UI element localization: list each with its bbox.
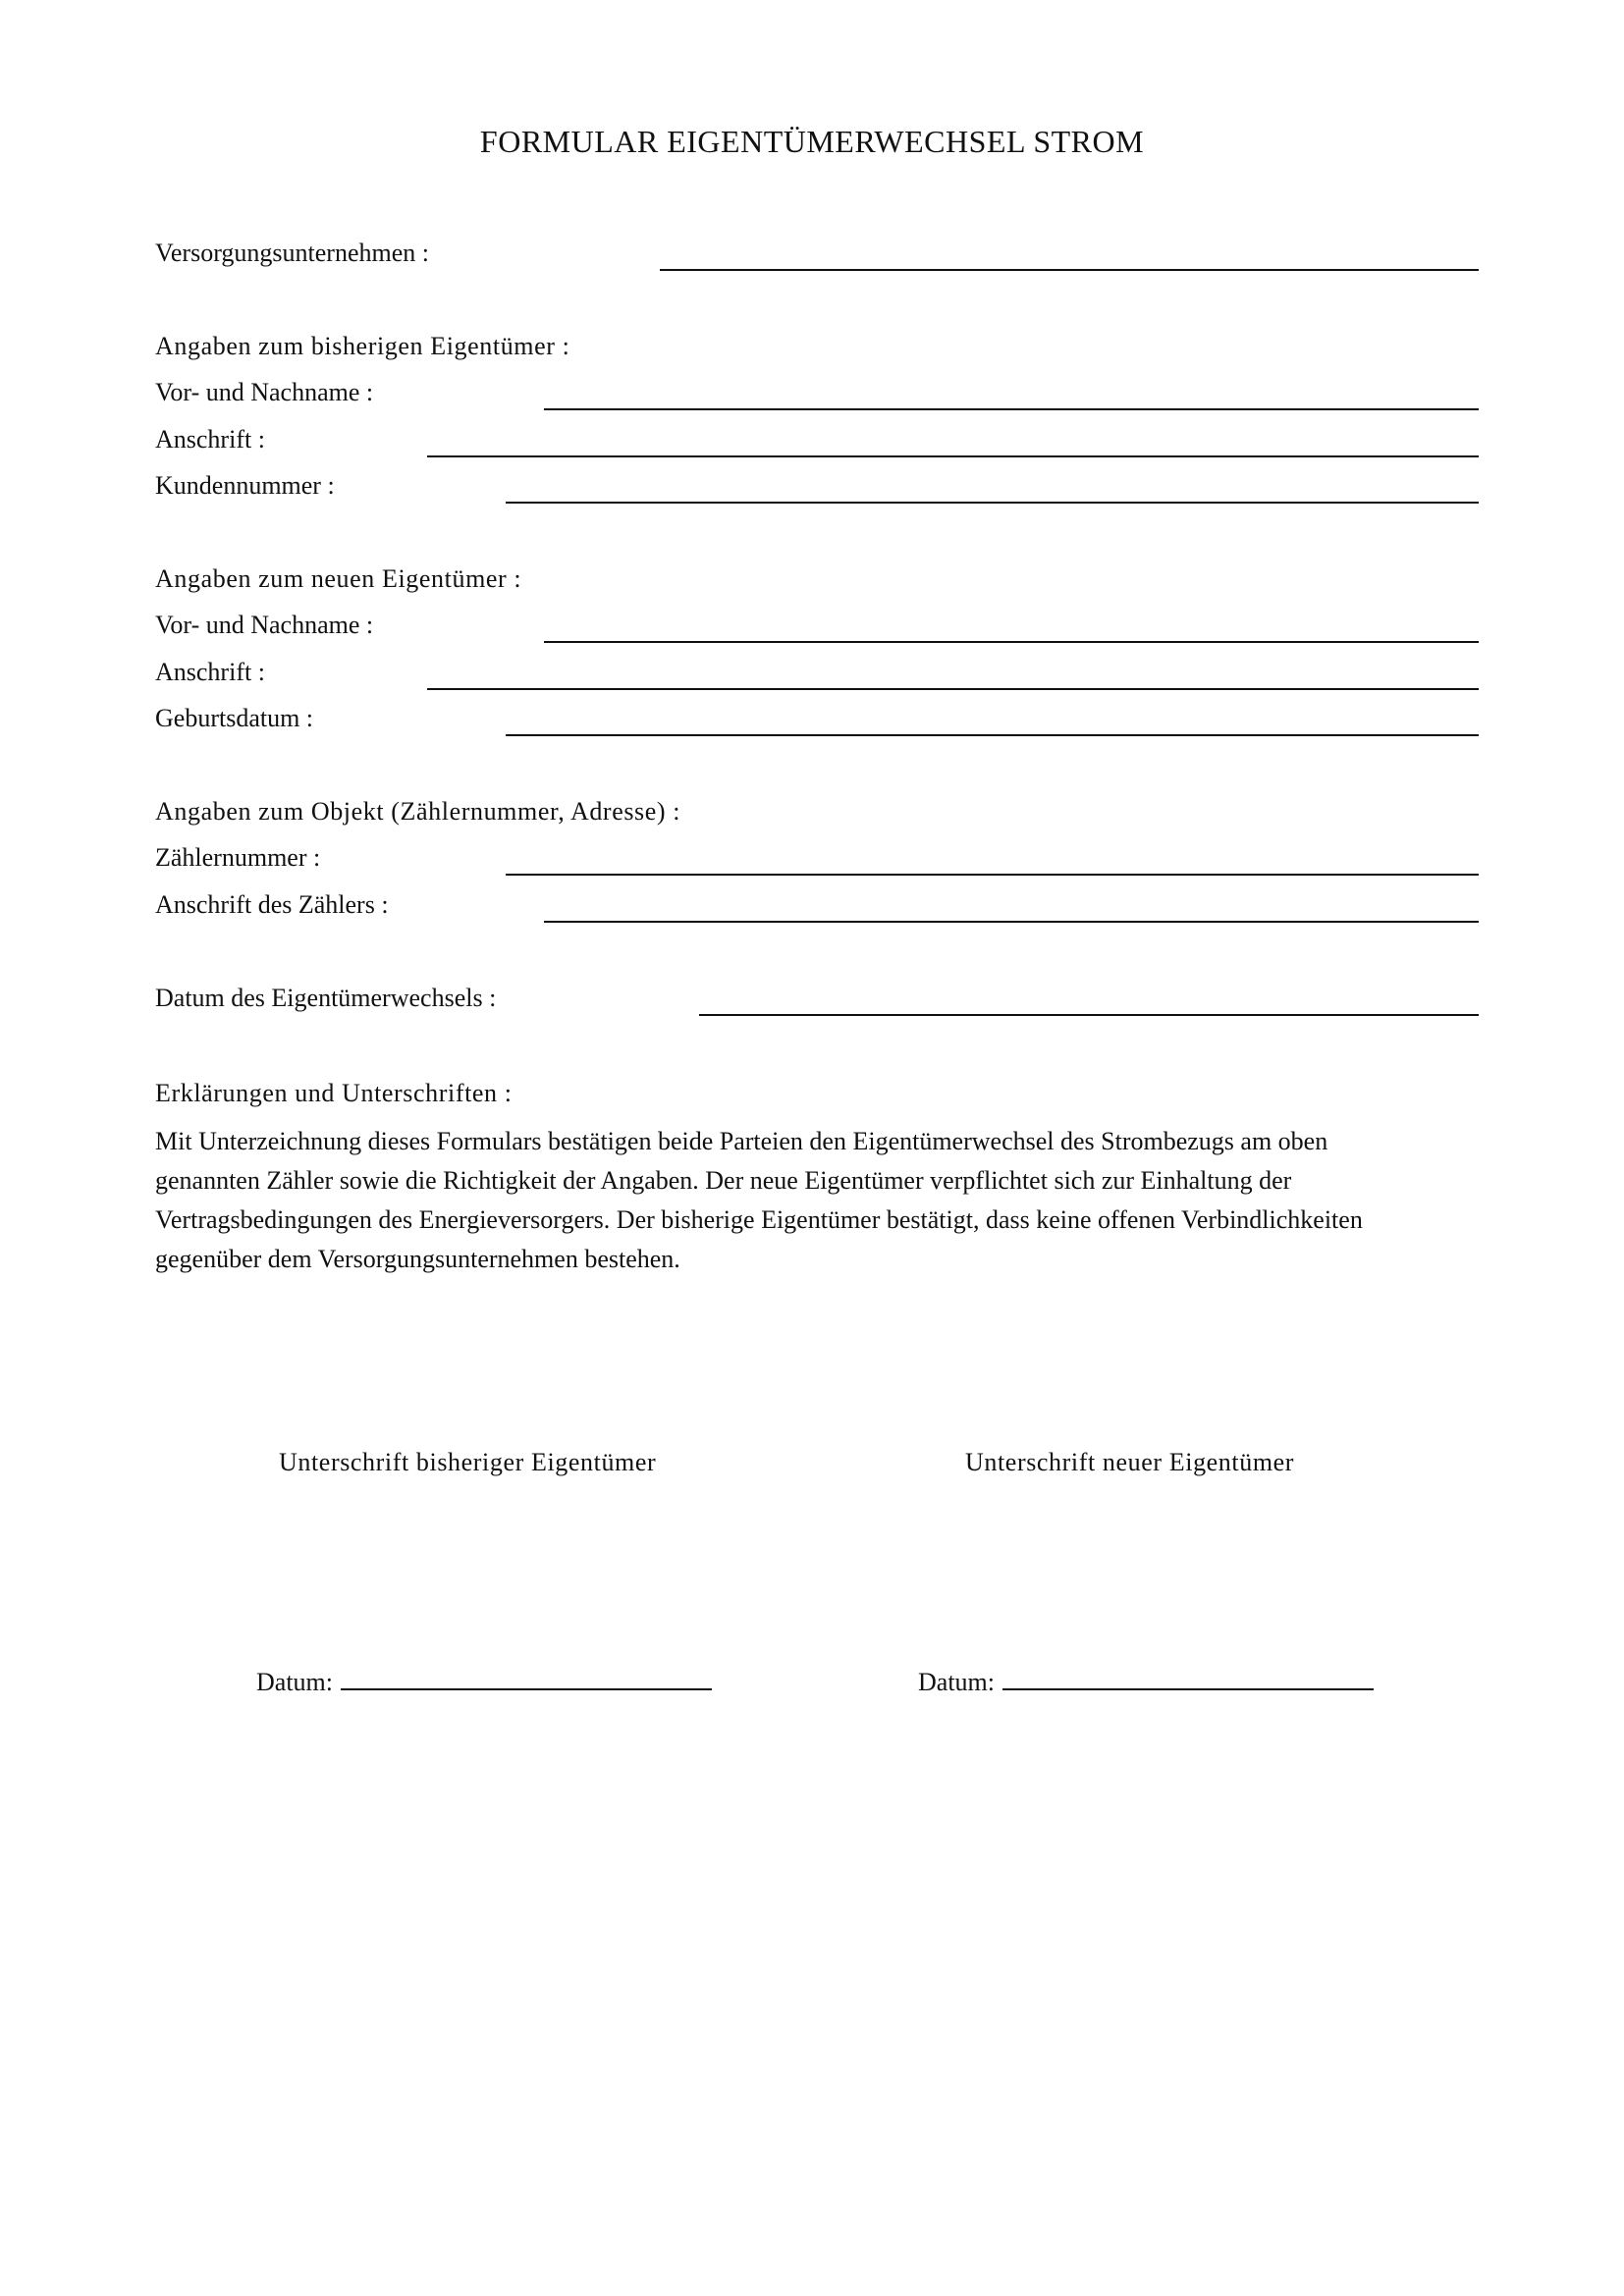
previous-owner-signature-label: Unterschrift bisheriger Eigentümer [279, 1448, 657, 1476]
new-owner-signature-label: Unterschrift neuer Eigentümer [965, 1448, 1295, 1476]
new-owner-name-label: Vor- und Nachname : [155, 611, 374, 639]
declaration-line: Vertragsbedingungen des Energieversorgers. Der bisherige Eigentümer bestätigt, dass keine offenen Verbindlichkeiten [155, 1205, 1363, 1234]
previous-owner-customer-number-label: Kundennummer : [155, 471, 335, 500]
meter-address-label: Anschrift des Zählers : [155, 890, 389, 919]
form-title: FORMULAR EIGENTÜMERWECHSEL STROM [479, 124, 1145, 159]
previous-owner-customer-number-field[interactable] [506, 502, 1479, 504]
new-owner-date-label: Datum: [918, 1668, 995, 1696]
new-owner-birthdate-label: Geburtsdatum : [155, 704, 314, 732]
previous-owner-date-field[interactable] [341, 1667, 712, 1690]
declaration-text [155, 1122, 1490, 1279]
meter-number-field[interactable] [506, 874, 1479, 876]
change-date-label: Datum des Eigentümerwechsels : [155, 984, 497, 1012]
new-owner-name-field[interactable] [544, 641, 1479, 643]
declaration-heading: Erklärungen und Unterschriften : [155, 1079, 513, 1107]
supplier-label: Versorgungsunternehmen : [155, 239, 429, 267]
declaration-line: genannten Zähler sowie die Richtigkeit der Angaben. Der neue Eigentümer verpflichtet sich zur Einhaltung der [155, 1166, 1292, 1195]
previous-owner-heading: Angaben zum bisherigen Eigentümer : [155, 332, 570, 360]
previous-owner-name-field[interactable] [544, 408, 1479, 410]
new-owner-address-label: Anschrift : [155, 658, 265, 686]
new-owner-heading: Angaben zum neuen Eigentümer : [155, 564, 522, 593]
previous-owner-date [256, 1667, 712, 1697]
supplier-field[interactable] [660, 269, 1479, 271]
previous-owner-address-field[interactable] [427, 455, 1479, 457]
meter-address-field[interactable] [544, 921, 1479, 923]
object-heading: Angaben zum Objekt (Zählernummer, Adresse) : [155, 797, 681, 826]
meter-number-label: Zählernummer : [155, 843, 321, 872]
previous-owner-name-label: Vor- und Nachname : [155, 378, 374, 406]
previous-owner-address-label: Anschrift : [155, 425, 265, 454]
change-date-field[interactable] [699, 1014, 1479, 1016]
declaration-line: Mit Unterzeichnung dieses Formulars bestätigen beide Parteien den Eigentümerwechsel des Strombezugs am oben [155, 1127, 1328, 1155]
new-owner-date-field[interactable] [1002, 1667, 1374, 1690]
previous-owner-date-label: Datum: [256, 1668, 333, 1696]
new-owner-birthdate-field[interactable] [506, 734, 1479, 736]
new-owner-address-field[interactable] [427, 688, 1479, 690]
new-owner-date [918, 1667, 1374, 1697]
declaration-line: gegenüber dem Versorgungsunternehmen bestehen. [155, 1245, 680, 1273]
